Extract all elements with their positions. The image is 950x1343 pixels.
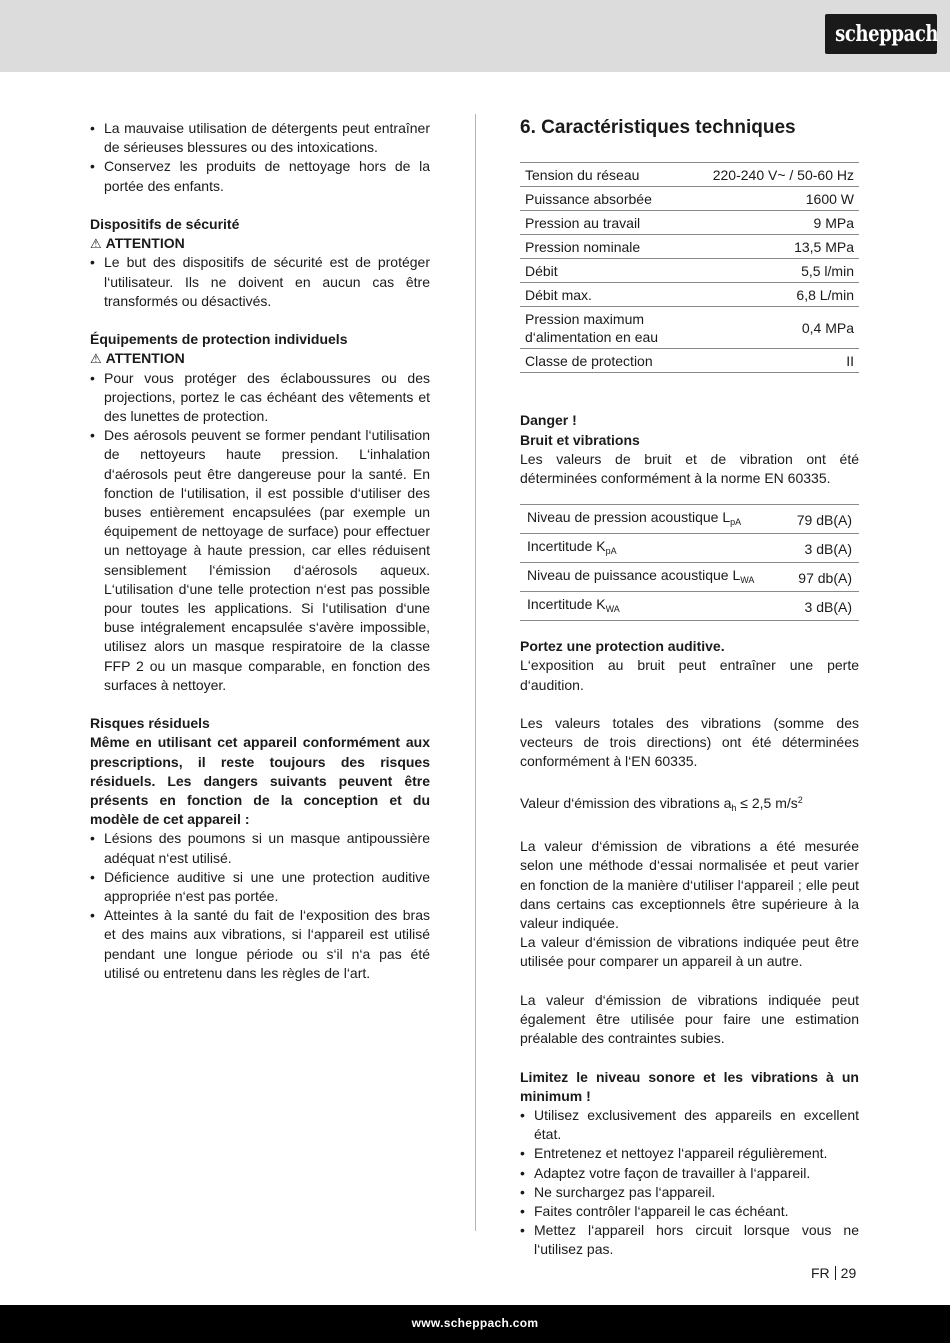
list-item: • Faites contrôler l‘appareil le cas échéant. <box>520 1202 859 1221</box>
section-title: 6. Caractéristiques techniques <box>520 117 796 138</box>
table-row <box>520 563 859 592</box>
list-item: • Utilisez exclusivement des appareils en excellent état. <box>520 1106 859 1144</box>
hearing-heading: Portez une protection auditive. <box>520 638 725 655</box>
noise-label-text: Niveau de puissance acoustique L <box>527 567 741 584</box>
residual-intro: Même en utilisant cet appareil conformément aux prescriptions, il reste toujours des risques résiduels. Les dangers suivants peuvent être présents en fonction de la conception et du modèle de cet appareil : <box>90 734 430 828</box>
footer-url: www.scheppach.com <box>411 1316 539 1330</box>
table-row <box>520 163 859 187</box>
noise-label <box>520 592 783 621</box>
spec-value: 1600 W <box>700 187 859 211</box>
table-row <box>520 187 859 211</box>
noise-label-text: Incertitude K <box>527 596 606 613</box>
table-row <box>520 283 859 307</box>
hearing-text: L‘exposition au bruit peut entraîner une perte d‘audition. <box>520 657 859 693</box>
vibration-total-text: Les valeurs totales des vibrations (somme des vecteurs de trois directions) ont été déterminées conformément à l‘EN 60335. <box>520 714 859 770</box>
table-row <box>520 235 859 259</box>
ppe-bullet-list <box>90 369 430 695</box>
list-item: • Conservez les produits de nettoyage hors de la portée des enfants. <box>90 157 430 195</box>
header-bar <box>0 0 950 72</box>
warning-triangle-icon: ⚠ <box>90 236 102 252</box>
spec-value: 5,5 l/min <box>700 259 859 283</box>
list-item: • Ne surchargez pas l‘appareil. <box>520 1183 859 1202</box>
spec-value: 13,5 MPa <box>700 235 859 259</box>
vibration-value-sub: h <box>731 802 737 813</box>
noise-label <box>520 534 783 563</box>
noise-label-sub: WA <box>740 575 755 586</box>
noise-table <box>520 504 859 621</box>
spec-label: Pression au travail <box>520 211 700 235</box>
safety-attention <box>90 234 430 253</box>
table-row <box>520 534 859 563</box>
list-item: • Des aérosols peuvent se former pendant l‘utilisation de nettoyeurs haute pression. L‘inhalation d‘aérosols peut être dangereuse pour la santé. En fonction de l‘utilisation, il est possible d‘utiliser des buses entièrement encapsulées (par exemple un équipement de nettoyage de surface) pour effectuer un nettoyage à haute pression, car elles réduisent sensiblement l‘émission d‘aérosols aqueux. L‘utilisation d‘une telle protection n‘est pas possible pour toutes les applications. Si l‘utilisation d‘une buse intégralement encapsulée s‘avère impossible, utilisez alors un masque respiratoire de la classe FFP 2 ou un masque comparable, en fonction des surfaces à nettoyer. <box>90 426 430 695</box>
intro-bullet-list <box>90 119 430 196</box>
attention-label: ATTENTION <box>105 350 185 367</box>
noise-label-text: Incertitude K <box>527 538 606 555</box>
spec-label: Tension du réseau <box>520 163 700 187</box>
noise-label-sub: WA <box>605 604 620 615</box>
spec-label: Débit <box>520 259 700 283</box>
left-column <box>90 119 430 983</box>
noise-label <box>520 563 783 592</box>
page-separator <box>835 1266 836 1280</box>
noise-value: 3 dB(A) <box>783 592 859 621</box>
spec-value: II <box>700 349 859 373</box>
noise-label <box>520 505 783 534</box>
table-row <box>520 349 859 373</box>
spec-value: 0,4 MPa <box>700 307 859 349</box>
list-item: • Entretenez et nettoyez l‘appareil régulièrement. <box>520 1144 859 1163</box>
page-lang: FR <box>811 1265 830 1281</box>
limit-bullet-list <box>520 1106 859 1260</box>
vibration-value-rest: ≤ 2,5 m/s <box>736 794 798 811</box>
logo-text: scheppach <box>835 21 939 47</box>
residual-heading: Risques résiduels <box>90 715 210 732</box>
table-row <box>520 259 859 283</box>
vibration-value <box>520 791 859 818</box>
vibration-value-prefix: Valeur d‘émission des vibrations a <box>520 794 732 811</box>
list-item: • La mauvaise utilisation de détergents peut entraîner de sérieuses blessures ou des intoxications. <box>90 119 430 157</box>
warning-triangle-icon: ⚠ <box>90 351 102 367</box>
list-item: • Adaptez votre façon de travailler à l‘appareil. <box>520 1164 859 1183</box>
safety-heading: Dispositifs de sécurité <box>90 216 240 232</box>
noise-label-sub: pA <box>605 546 617 557</box>
noise-label-sub: pA <box>730 517 742 528</box>
list-item: • Atteintes à la santé du fait de l‘exposition des bras et des mains aux vibrations, si l‘appareil est utilisé pendant une longue période ou s‘il n‘a pas été utilisé ou entretenu dans les règles de l‘art. <box>90 906 430 983</box>
list-item: • Lésions des poumons si un masque antipoussière adéquat n‘est utilisé. <box>90 829 430 867</box>
spec-label: Débit max. <box>520 283 700 307</box>
table-row <box>520 211 859 235</box>
attention-label: ATTENTION <box>105 235 185 252</box>
spec-value: 9 MPa <box>700 211 859 235</box>
spec-label: Puissance absorbée <box>520 187 700 211</box>
ppe-attention <box>90 349 430 368</box>
list-item: • Pour vous protéger des éclaboussures ou des projections, portez le cas échéant des vêtements et des lunettes de protection. <box>90 369 430 427</box>
footer-bar <box>0 1305 950 1343</box>
specs-table <box>520 162 859 373</box>
spec-value: 6,8 L/min <box>700 283 859 307</box>
scheppach-logo <box>825 14 937 54</box>
noise-heading: Bruit et vibrations <box>520 431 640 448</box>
vibration-value-sup: 2 <box>797 794 803 805</box>
table-row <box>520 307 859 349</box>
vibration-measured-text: La valeur d‘émission de vibrations a été mesurée selon une méthode d‘essai normalisée et peut varier en fonction de la manière d‘utiliser l‘appareil ; elle peut dans certains cas exceptionnels être supérieure à la valeur indiquée. <box>520 838 859 931</box>
table-row <box>520 592 859 621</box>
limit-heading: Limitez le niveau sonore et les vibrations à un minimum ! <box>520 1068 859 1104</box>
safety-bullet-list <box>90 253 430 311</box>
noise-label-text: Niveau de pression acoustique L <box>527 509 731 526</box>
spec-label: Classe de protection <box>520 349 700 373</box>
spec-value: 220-240 V~ / 50-60 Hz <box>700 163 859 187</box>
list-item: • Le but des dispositifs de sécurité est de protéger l‘utilisateur. Ils ne doivent en aucun cas être transformés ou désactivés. <box>90 253 430 311</box>
ppe-heading: Équipements de protection individuels <box>90 331 348 348</box>
table-row <box>520 505 859 534</box>
noise-value: 3 dB(A) <box>783 534 859 563</box>
noise-intro: Les valeurs de bruit et de vibration ont été déterminées conformément à la norme EN 60335. <box>520 450 859 486</box>
list-item: • Mettez l‘appareil hors circuit lorsque vous ne l‘utilisez pas. <box>520 1221 859 1259</box>
danger-label: Danger ! <box>520 412 577 429</box>
residual-bullet-list <box>90 829 430 983</box>
noise-value: 97 db(A) <box>783 563 859 592</box>
page-number-value: 29 <box>840 1265 857 1281</box>
list-item: • Déficience auditive si une une protection auditive appropriée n‘est pas portée. <box>90 868 430 906</box>
right-column <box>520 116 859 1260</box>
column-divider <box>475 114 476 1231</box>
spec-label: Pression nominale <box>520 235 700 259</box>
vibration-compare-text: La valeur d‘émission de vibrations indiquée peut être utilisée pour comparer un appareil à un autre. <box>520 934 859 970</box>
page-number <box>811 1264 856 1282</box>
noise-value: 79 dB(A) <box>783 505 859 534</box>
spec-label: Pression maximum d‘alimentation en eau <box>520 307 700 349</box>
vibration-estimate-text: La valeur d‘émission de vibrations indiquée peut également être utilisée pour faire une estimation préalable des contraintes subies. <box>520 991 859 1047</box>
